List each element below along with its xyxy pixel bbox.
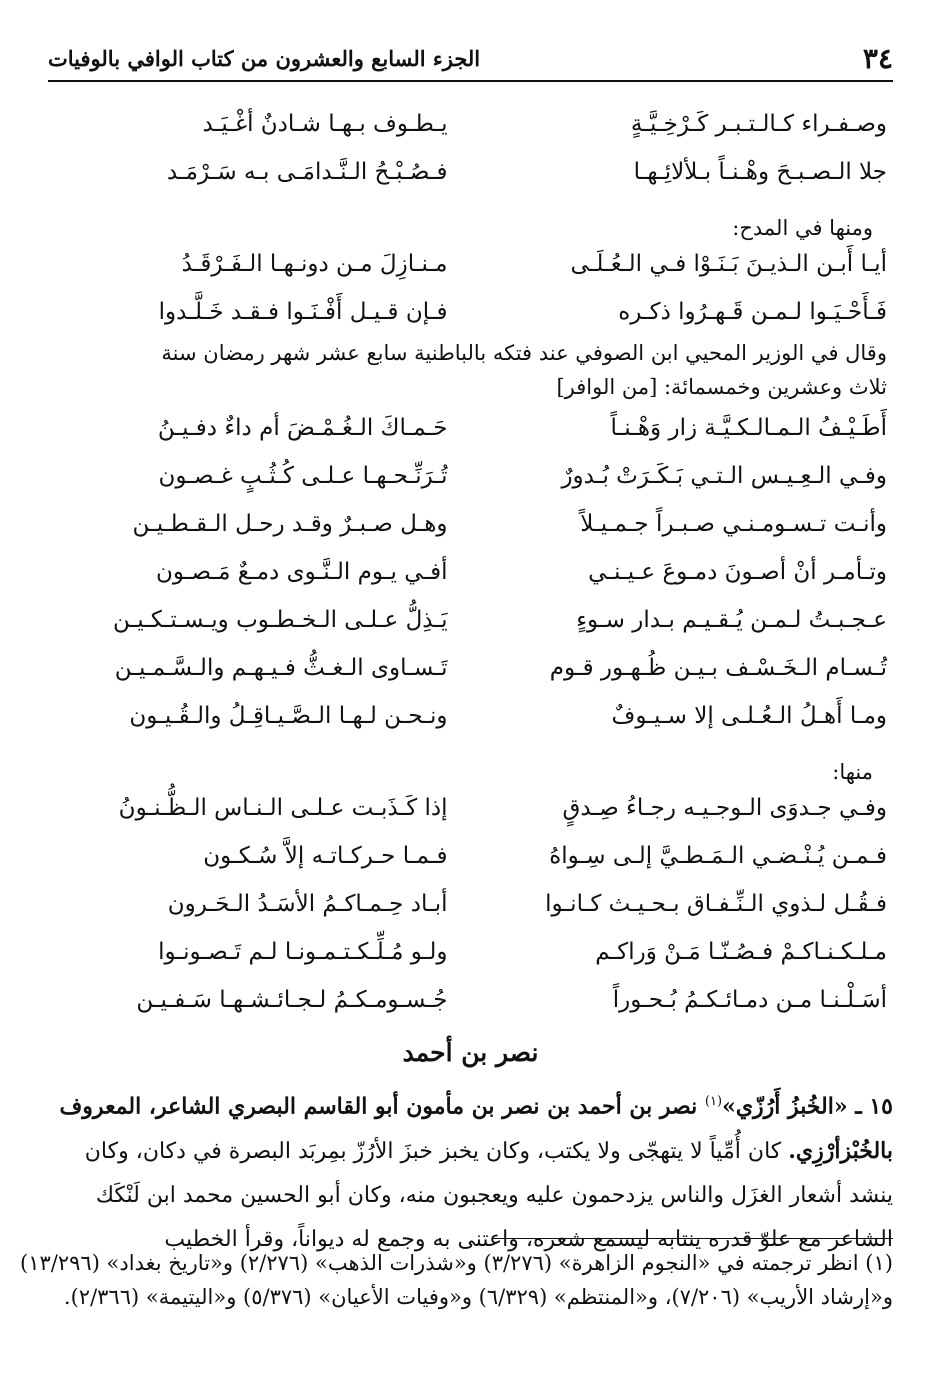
verse-second-hemistich: حَـمـاكَ الـغُـمْـضَ أم داءٌ دفـيـنُ xyxy=(157,415,448,441)
verse-line xyxy=(48,100,893,148)
verse-second-hemistich: ولـو مُـلِّـكـتـمـونـا لـم تَـصـونـوا xyxy=(158,939,448,965)
verse-line xyxy=(48,148,893,196)
verse-second-hemistich: تُـرَنِّـحـهـا عـلـى كُـثُـبٍ غـصـون xyxy=(158,463,448,489)
section-title: نصر بن أحمد xyxy=(402,1037,539,1067)
verse-line xyxy=(48,548,893,596)
verse-first-hemistich: أيـا أَبـن الـذيـنَ بَـنَـوْا فـي الـعُـلَـى xyxy=(570,251,887,277)
entry-body: كان أُمِّياً لا يتهجّى ولا يكتب، وكان يخبز خبزَ الأرُزّ بمِربَد البصرة في دكان، وكان ينشد أشعار الغزَل والناس يزدحمون عليه ويعجبون منه، وكان أبو الحسين محمد ابن لَنْكَك الشاعر مع علوّ قدره ينتابه ليسمع شعره، واعتنى به وجمع له ديواناً، وقرأ الخطيب xyxy=(84,1139,893,1253)
verse-second-hemistich: إذا كَـذَبـت عـلـى الـنـاس الـظُّـنـونُ xyxy=(118,795,448,821)
verse-second-hemistich: أفـي يـوم الـنَّـوى دمـعٌ مَـصـون xyxy=(155,559,448,585)
verse-first-hemistich: فـقُـل لـذوي الـنِّـفـاق بـحـيـث كـانـوا xyxy=(545,891,887,917)
intro-line: منها: xyxy=(832,760,873,784)
verse-line xyxy=(48,596,893,644)
verse-second-hemistich: فـصُـبْـحُ الـنَّـدامَـى بـه سَـرْمَـد xyxy=(166,159,448,185)
verse-first-hemistich: أَطَـيْـفُ الـمـالـكـيَّـة زار وَهْـنـاً xyxy=(610,415,887,441)
prose-line: ثلاث وعشرين وخمسمائة: [من الوافر] xyxy=(556,375,887,399)
verse-first-hemistich: تُـسـام الـخَـسْـف بـيـن ظُـهـور قـوم xyxy=(549,655,887,681)
verse-second-hemistich: تَـسـاوى الـغـثُّ فـيـهـم والـسَّـمـيـن xyxy=(114,655,448,681)
verse-first-hemistich: جلا الـصـبـحَ وهْـنـاً بـلألائِـهـا xyxy=(633,159,887,185)
footnotes xyxy=(20,1246,893,1314)
verse-line xyxy=(48,452,893,500)
footnote-line: و«إرشاد الأريب» (٧/٢٠٦)، و«المنتظم» (٦/٣٢٩) و«وفيات الأعيان» (٥/٣٧٦) و«اليتيمة» (٢/٣٦٦). xyxy=(63,1285,893,1309)
verse-first-hemistich: وتـأمـر أنْ أصـونَ دمـوعَ عـيـنـي xyxy=(588,559,887,585)
verse-line xyxy=(48,644,893,692)
verse-second-hemistich: يـطـوف بـهـا شـادنٌ أغْـيَـد xyxy=(202,111,448,137)
main-text xyxy=(48,100,893,1262)
prose-paragraph xyxy=(48,336,893,404)
verse-second-hemistich: ونـحـن لـهـا الـصَّـيـاقِـلُ والـقُـيـون xyxy=(129,703,448,729)
entry-heading: نصر بن أحمد بن نصر بن مأمون أبو القاسم البصري الشاعر، المعروف بالخُبْزأرْزِي. xyxy=(59,1093,893,1165)
verse-line xyxy=(48,404,893,452)
footnote-divider xyxy=(493,1238,893,1239)
verse-first-hemistich: فـمـن يُـنْـضـي الـمَـطـيَّ إلـى سِـواهُ xyxy=(549,843,887,869)
verse-first-hemistich: وفـي جـدوَى الـوجـيـه رجـاءُ صِـدقٍ xyxy=(562,795,887,821)
verse-second-hemistich: جُـسـومـكـمُ لـجـائـشـهـا سَـفـيـن xyxy=(136,987,448,1013)
page-number: ٣٤ xyxy=(862,41,893,75)
verse-line xyxy=(48,500,893,548)
biography-entry xyxy=(48,1080,893,1262)
verse-line xyxy=(48,928,893,976)
verse-line xyxy=(48,832,893,880)
verse-line xyxy=(48,976,893,1024)
footnote-marker: (١) xyxy=(704,1094,723,1109)
verse-first-hemistich: وفـي الـعِـيـس الـتـي بَـكَـرَتْ بُـدورٌ xyxy=(561,463,887,489)
verse-second-hemistich: يَـذِلُّ عـلـى الـخـطـوب ويـسـتـكـيـن xyxy=(112,607,448,633)
verse-first-hemistich: وصـفـراء كـالـتـبـر كَـرْخِـيَّـةٍ xyxy=(630,111,887,137)
footnote-line: (١) انظر ترجمته في «النجوم الزاهرة» (٣/٢٧٦) و«شذرات الذهب» (٢/٢٧٦) و«تاريخ بغداد» (١٣/٢٩٦) xyxy=(20,1251,893,1275)
verse-first-hemistich: مـلـكـنـاكـمْ فـصُـنّـا مَـنْ وَراكـم xyxy=(595,939,887,965)
page-header xyxy=(48,36,893,82)
intro-line: ومنها في المدح: xyxy=(732,216,873,240)
verse-line xyxy=(48,692,893,740)
prose-line: وقال في الوزير المحيي ابن الصوفي عند فتكه بالباطنية سابع عشر شهر رمضان سنة xyxy=(161,341,887,365)
verse-second-hemistich: فـإن قـيـل أَفْـنَـوا فـقـد خَـلَّـدوا xyxy=(158,299,448,325)
verse-first-hemistich: ومـا أَهـلُ الـعُـلـى إلا سـيـوفٌ xyxy=(611,703,887,729)
verse-second-hemistich: مـنـازِلَ مـن دونـهـا الـفَـرْقَـدُ xyxy=(181,251,448,277)
entry-number-and-title: ١٥ ـ «الخُبزُ أَرُزّي» xyxy=(722,1093,893,1120)
verse-second-hemistich: أبـاد حِـمـاكـمُ الأسَـدُ الـحَـرون xyxy=(167,891,448,917)
verse-second-hemistich: وهـل صـبـرٌ وقـد رحـل الـقـطـيـن xyxy=(132,511,448,537)
verse-first-hemistich: عـجـبـتُ لـمـن يُـقـيـم بـدار سـوءٍ xyxy=(576,607,887,633)
verse-first-hemistich: وأنـت تـسـومـنـي صـبـراً جـمـيـلاً xyxy=(580,511,887,537)
verse-second-hemistich: فـمـا حـركـاتـه إلاَّ سُـكـون xyxy=(203,843,448,869)
running-title: الجزء السابع والعشرون من كتاب الوافي بالوفيات xyxy=(48,45,481,71)
verse-line xyxy=(48,240,893,288)
verse-line xyxy=(48,784,893,832)
verse-line xyxy=(48,288,893,336)
verse-first-hemistich: أسَـلْـنـا مـن دمـائـكـمُ بُـحـوراً xyxy=(612,987,887,1013)
verse-line xyxy=(48,880,893,928)
verse-first-hemistich: فَـأَحْـيَـوا لـمـن قَـهـرُوا ذكـره xyxy=(618,299,887,325)
